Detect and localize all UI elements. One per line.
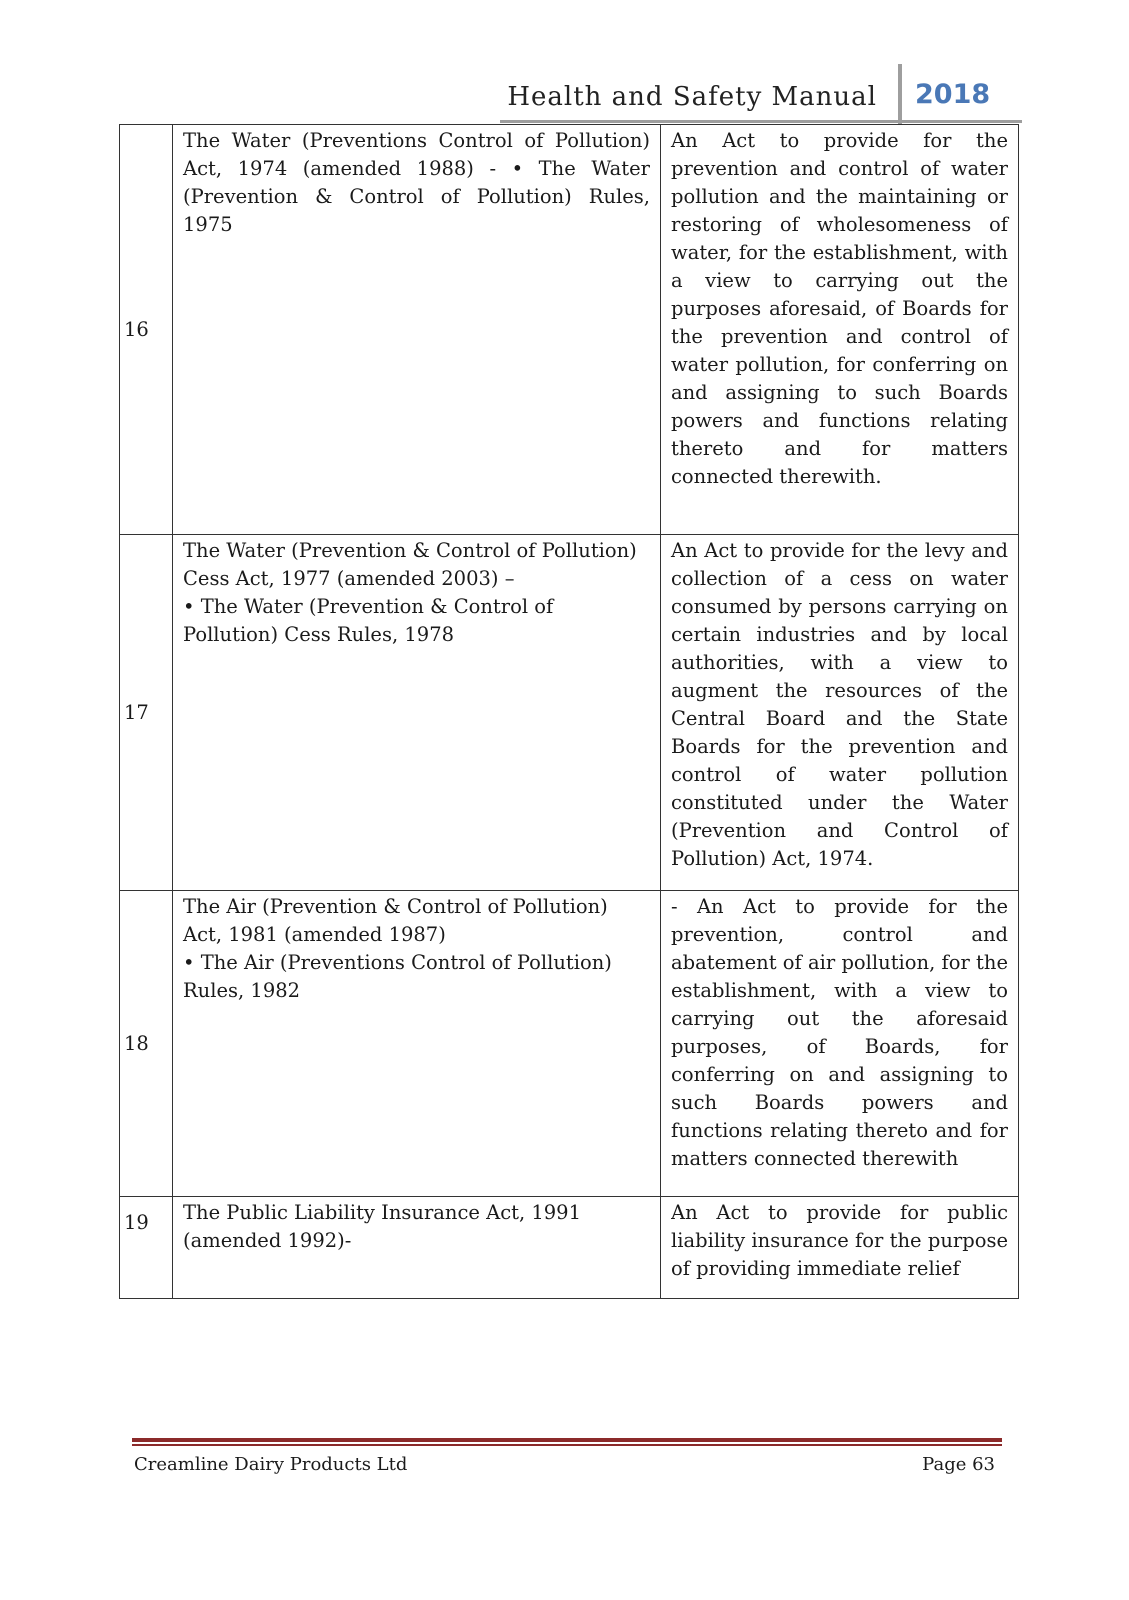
document-title: Health and Safety Manual — [507, 82, 877, 112]
act-name-text: The Air (Prevention & Control of Pollution) Act, 1981 (amended 1987) — [183, 895, 608, 946]
table-row — [120, 125, 1019, 535]
act-rules-text: • The Air (Preventions Control of Pollution) Rules, 1982 — [183, 951, 612, 1002]
act-name — [173, 535, 661, 891]
footer-company: Creamline Dairy Products Ltd — [134, 1454, 408, 1475]
table-row — [120, 1197, 1019, 1299]
act-description-text: An Act to provide for public liability insurance for the purpose of providing immediate relief — [671, 1201, 1008, 1280]
document-year: 2018 — [915, 79, 991, 110]
act-name-text: The Water (Preventions Control of Pollution) Act, 1974 (amended 1988) - • The Water (Prevention & Control of Pollution) Rules, 1975 — [183, 129, 650, 236]
row-number: 17 — [120, 535, 173, 891]
footer-rule-thin — [132, 1444, 1002, 1446]
act-name: The Public Liability Insurance Act, 1991 (amended 1992)- — [173, 1197, 661, 1299]
act-name — [173, 891, 661, 1197]
act-description — [661, 1197, 1019, 1299]
act-name-text: The Water (Prevention & Control of Pollution) Cess Act, 1977 (amended 2003) – — [183, 539, 637, 590]
act-description: An Act to provide for the levy and collection of a cess on water consumed by persons carrying on certain industries and by local authorities, with a view to augment the resources of the Central Board and the State Boards for the prevention and control of water pollution constituted under the Water (Prevention and Control of Pollution) Act, 1974. — [661, 535, 1019, 891]
act-description: - An Act to provide for the prevention, control and abatement of air pollution, for the establishment, with a view to carrying out the aforesaid purposes, of Boards, for conferring on and assigning to such Boards powers and functions relating thereto and for matters connected therewith — [661, 891, 1019, 1197]
page-header — [0, 64, 1129, 124]
row-number: 18 — [120, 891, 173, 1197]
header-divider — [898, 64, 902, 124]
table-row — [120, 891, 1019, 1197]
footer-rule — [132, 1438, 1002, 1442]
row-number: 19 — [120, 1197, 173, 1299]
act-name — [173, 125, 661, 535]
table-row — [120, 535, 1019, 891]
act-rules-text: • The Water (Prevention & Control of Pollution) Cess Rules, 1978 — [183, 595, 554, 646]
header-rule — [500, 120, 1022, 123]
page-number: Page 63 — [922, 1454, 995, 1475]
act-description: An Act to provide for the prevention and control of water pollution and the maintaining or restoring of wholesomeness of water, for the establishment, with a view to carrying out the purposes aforesaid, of Boards for the prevention and control of water pollution, for conferring on and assigning to such Boards powers and functions relating thereto and for matters connected therewith. — [661, 125, 1019, 535]
acts-table — [119, 124, 1019, 1299]
row-number: 16 — [120, 125, 173, 535]
